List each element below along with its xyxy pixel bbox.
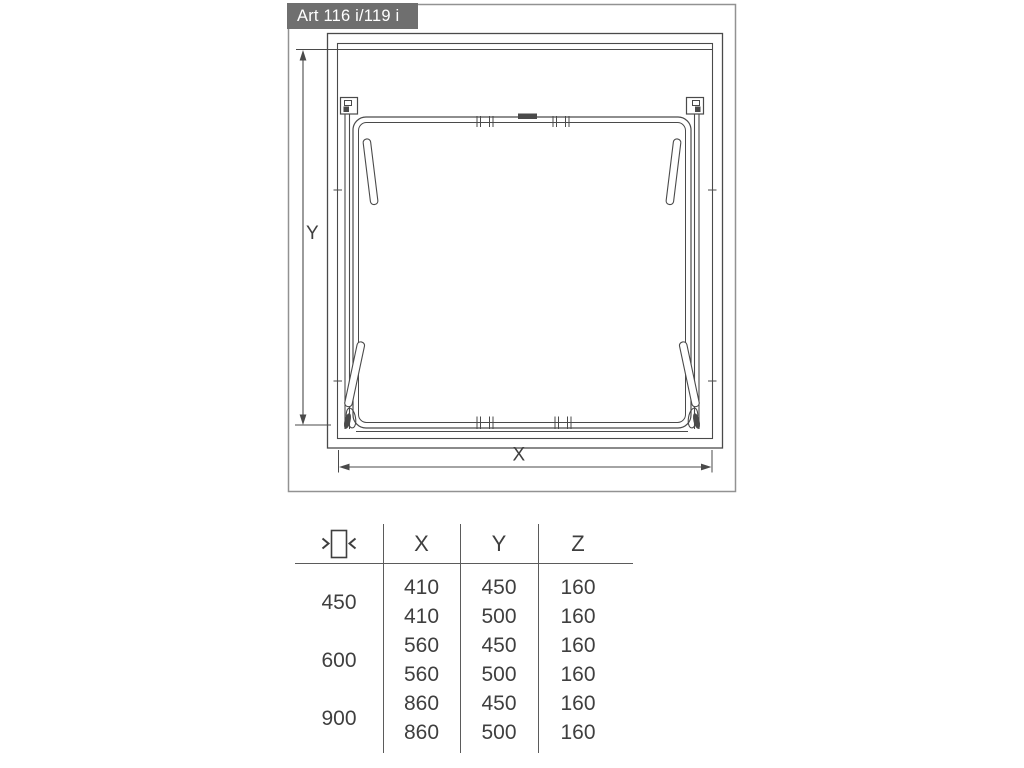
col-header-z: Z [571, 530, 585, 556]
cell-y: 450 [481, 633, 517, 657]
cell-z: 160 [560, 720, 596, 744]
dimension-x [339, 445, 713, 473]
cell-y: 500 [481, 662, 517, 686]
cabinet-width-group: 900 [321, 706, 357, 730]
cell-y: 500 [481, 604, 517, 628]
cell-y: 500 [481, 720, 517, 744]
cell-x: 410 [403, 604, 440, 628]
cell-z: 160 [560, 691, 596, 715]
basket-frame [353, 117, 691, 432]
technical-drawing [280, 0, 750, 505]
strut-bottom-left [344, 341, 365, 407]
cell-y: 450 [481, 575, 517, 599]
pullout-frame [341, 98, 704, 432]
clip-top-right [687, 98, 704, 115]
cabinet-width-group: 600 [321, 648, 357, 672]
clip-top-left [341, 98, 358, 115]
cell-z: 160 [560, 575, 596, 599]
arrowhead-down-icon [300, 415, 307, 426]
cell-z: 160 [560, 633, 596, 657]
cell-x: 860 [403, 691, 440, 715]
cabinet-width-icon [320, 527, 358, 561]
dim-label-x: X [512, 444, 526, 466]
strut-top-right [666, 139, 681, 205]
cell-x: 860 [403, 720, 440, 744]
strut-bottom-right [679, 341, 700, 407]
arrowhead-up-icon [300, 50, 307, 61]
col-header-y: Y [491, 530, 507, 556]
centre-latch [518, 114, 537, 120]
cabinet-width-group: 450 [321, 590, 357, 614]
cell-x: 560 [403, 662, 440, 686]
cell-x: 560 [403, 633, 440, 657]
cell-x: 410 [403, 575, 440, 599]
cell-y: 450 [481, 691, 517, 715]
table-header-row [295, 524, 633, 563]
spec-table [295, 524, 633, 753]
strut-top-left [363, 139, 378, 205]
cell-z: 160 [560, 662, 596, 686]
arrowhead-right-icon [701, 464, 712, 471]
dim-label-y: Y [306, 223, 319, 244]
page-title: Art 116 i/119 i [287, 3, 418, 29]
cabinet-outline [328, 34, 723, 449]
arrowhead-left-icon [339, 464, 350, 471]
table-header-rule [295, 563, 633, 564]
cell-z: 160 [560, 604, 596, 628]
col-header-x: X [414, 530, 429, 556]
